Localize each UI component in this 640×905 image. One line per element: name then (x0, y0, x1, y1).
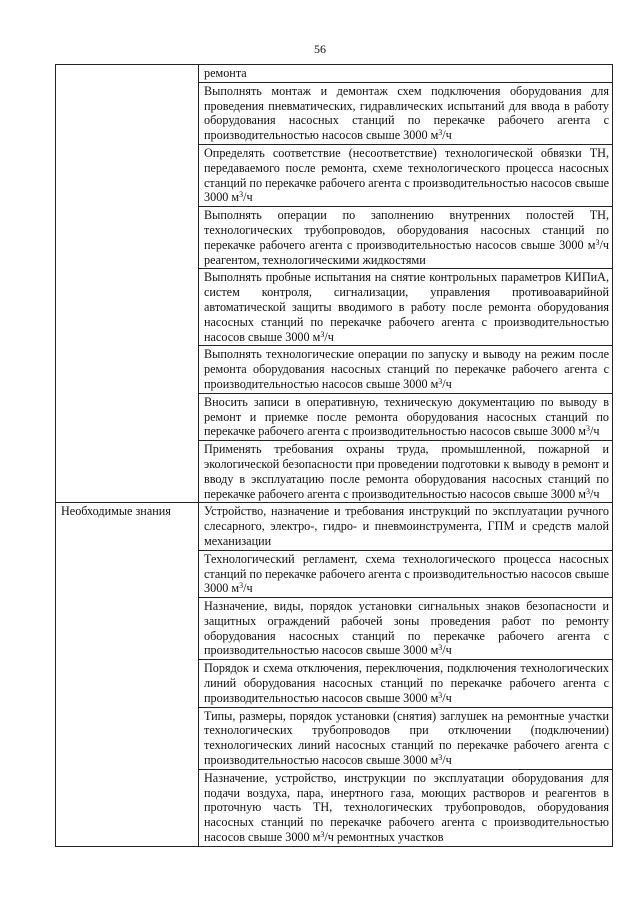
superscript: 3 (438, 690, 443, 700)
item-cell (199, 769, 613, 846)
item-cell (199, 393, 613, 440)
superscript: 3 (239, 190, 244, 200)
competency-table (55, 64, 613, 847)
item-cell (199, 144, 613, 206)
item-text: Выполнять технологические операции по запуску и выводу на режим после ремонта оборудования насосных станций по перекачке рабочего агента с производительностью насосов свыше 3000 м (204, 347, 609, 391)
superscript: 3 (595, 237, 600, 247)
item-cell (199, 441, 613, 503)
item-text: /ч ремонтных участков (324, 830, 444, 845)
item-cell (199, 503, 613, 550)
section-label: Необходимые знания (61, 504, 171, 519)
item-text: /ч (442, 376, 452, 391)
item-text: Устройство, назначение и требования инструкций по эксплуатации ручного слесарного, электро-, гидро- и пневмоинструмента, ГПМ и средств малой механизации (204, 504, 609, 548)
superscript: 3 (438, 753, 443, 763)
item-text: Назначение, устройство, инструкции по эксплуатации оборудования для подачи воздуха, пара, инертного газа, моющих растворов и реагентов в проточную часть ТН, технологических трубопроводов, оборудования насосных станций по перекачке рабочего агента с производительностью насосов свыше 3000 м (204, 770, 609, 845)
superscript: 3 (438, 128, 443, 138)
item-text: Выполнять операции по заполнению внутренних полостей ТН, технологических трубопроводов, оборудования насосных станций по перекачке рабочего агента с производительностью насосов свыше 3000 м (204, 208, 609, 252)
superscript: 3 (320, 329, 325, 339)
superscript: 3 (438, 376, 443, 386)
item-text: Вносить записи в оперативную, техническую документацию по выводу в ремонт и приемке после ремонта оборудования насосных станций по перекачке рабочего агента с производительностью насосов свыше 3000 м (204, 394, 609, 439)
item-text: /ч (243, 190, 253, 205)
superscript: 3 (438, 643, 443, 653)
page-number: 56 (314, 42, 326, 56)
section-label-cell (56, 503, 199, 847)
item-text: Назначение, виды, порядок установки сигнальных знаков безопасности и защитных ограждений рабочей зоны проведения работ по ремонту оборудования насосных станций по перекачке рабочего агента с производительностью насосов свыше 3000 м (204, 599, 609, 658)
item-text: Типы, размеры, порядок установки (снятия) заглушек на ремонтные участки технологических трубопроводов при отключении (подключении) технологических линий насосных станций по перекачке рабочего агента с производительностью насосов свыше 3000 м (204, 708, 609, 768)
item-text: Применять требования охраны труда, промышленной, пожарной и экологической безопасности при проведении подготовки к выводу в ремонт и вводу в эксплуатацию после ремонта оборудования насосных станций по перекачке рабочего агента с производительностью насосов свыше 3000 м (204, 442, 609, 501)
item-cell (199, 346, 613, 393)
item-text: /ч (243, 581, 253, 596)
item-cell (199, 82, 613, 144)
item-cell (199, 660, 613, 707)
table-row (56, 65, 613, 83)
item-text: Технологический регламент, схема технологического процесса насосных станций по перекачке рабочего агента с производительностью насосов свыше 3000 м (204, 551, 609, 596)
item-cell (199, 707, 613, 769)
item-cell (199, 269, 613, 346)
superscript: 3 (586, 486, 591, 496)
item-cell (199, 207, 613, 269)
superscript: 3 (239, 581, 244, 591)
table-body (56, 65, 613, 847)
item-text: /ч (590, 424, 600, 439)
item-text: Определять соответствие (несоответствие) технологической обвязки ТН, передаваемого после ремонта, схеме технологического процесса насосных станций по перекачке рабочего агента с производительностью насосов свыше 3000 м (204, 145, 609, 205)
item-text: /ч (442, 643, 452, 658)
superscript: 3 (586, 424, 591, 434)
item-text: /ч (442, 690, 452, 705)
superscript: 3 (320, 830, 325, 840)
item-text: /ч реагентом, технологическими жидкостями (204, 237, 609, 267)
item-text: Порядок и схема отключения, переключения, подключения технологических линий оборудования насосных станций по перекачке рабочего агента с производительностью насосов свыше 3000 м (204, 661, 609, 705)
item-text: /ч (324, 329, 334, 344)
item-cell (199, 550, 613, 597)
item-text: Выполнять пробные испытания на снятие контрольных параметров КИПиА, систем контроля, сигнализации, управления противоаварийной автоматической защиты вводимого в работу после ремонта оборудования насосных станций по перекачке рабочего агента с производительностью насосов свыше 3000 м (204, 270, 609, 344)
table-row (56, 503, 613, 550)
item-text: /ч (442, 128, 452, 143)
item-text: ремонта (204, 66, 247, 80)
section-label-cell (56, 65, 199, 503)
item-cell (199, 598, 613, 660)
item-text: Выполнять монтаж и демонтаж схем подключения оборудования для проведения пневматических, гидравлических испытаний для ввода в работу оборудования насосных станций по перекачке рабочего агента с производительностью насосов свыше 3000 м (204, 83, 609, 143)
item-cell (199, 65, 613, 83)
item-text: /ч (442, 753, 452, 768)
item-text: /ч (590, 486, 600, 501)
